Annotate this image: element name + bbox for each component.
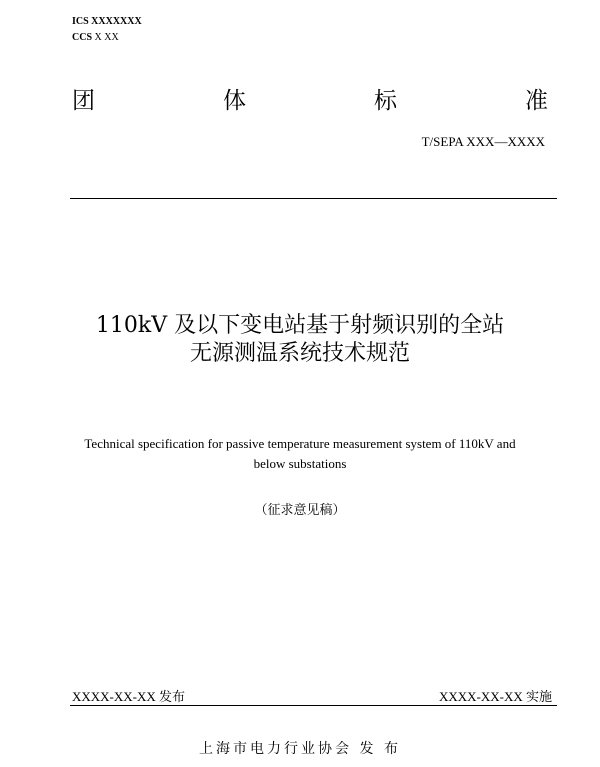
- standard-type-char-2: 体: [223, 88, 246, 114]
- ccs-label: CCS: [72, 32, 93, 43]
- draft-status: （征求意见稿）: [254, 503, 346, 518]
- standard-type-char-1: 团: [72, 88, 95, 114]
- top-divider: [70, 198, 557, 199]
- bottom-divider: [70, 705, 557, 706]
- chinese-title-line-1: 110kV 及以下变电站基于射频识别的全站: [95, 313, 505, 338]
- standard-type-char-3: 标: [374, 88, 397, 114]
- implement-date: XXXX-XX-XX 实施: [438, 689, 552, 704]
- publish-date: XXXX-XX-XX 发布: [72, 689, 186, 704]
- english-title-line-1: Technical specification for passive temperature measurement system of 110kV and: [84, 436, 516, 451]
- chinese-title-line-2: 无源测温系统技术规范: [189, 341, 410, 366]
- publisher: 上海市电力行业协会 发 布: [199, 741, 401, 757]
- chinese-title: [0, 312, 600, 368]
- ccs-code: [72, 32, 119, 44]
- standard-type-char-4: 准: [525, 88, 548, 114]
- standard-type-heading: [72, 86, 548, 116]
- ics-code: ICS XXXXXXX: [72, 16, 142, 27]
- english-title: [0, 434, 600, 474]
- standard-number: T/SEPA XXX—XXXX: [421, 134, 545, 149]
- ccs-value: X XX: [94, 32, 119, 43]
- english-title-line-2: below substations: [253, 456, 347, 471]
